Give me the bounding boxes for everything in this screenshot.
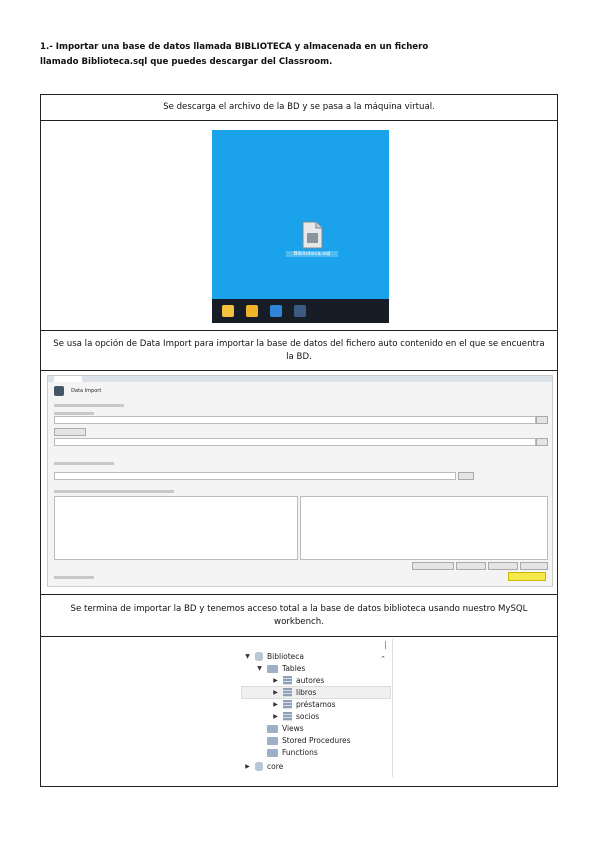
scroll-up-icon[interactable]: ⌃ bbox=[380, 655, 386, 663]
step-3-image-row bbox=[41, 637, 557, 788]
tree-item-stored-procedures[interactable] bbox=[267, 735, 351, 746]
workbench-title-area bbox=[54, 386, 101, 396]
select-tables-button[interactable] bbox=[488, 562, 518, 570]
database-icon bbox=[255, 762, 263, 771]
functions-folder-icon bbox=[267, 749, 278, 757]
tree-item-label: Biblioteca bbox=[267, 652, 305, 661]
steps-table bbox=[40, 94, 558, 787]
section-line bbox=[54, 404, 124, 407]
step-1-image-row bbox=[41, 121, 557, 331]
import-folder-field[interactable] bbox=[54, 416, 536, 424]
collapsed-arrow-icon[interactable]: ▶ bbox=[245, 763, 250, 770]
load-folder-button[interactable] bbox=[54, 428, 86, 436]
import-file-field[interactable] bbox=[54, 438, 536, 446]
select-views-button[interactable] bbox=[456, 562, 486, 570]
new-schema-button[interactable] bbox=[458, 472, 474, 480]
tree-item-libros[interactable] bbox=[242, 687, 390, 698]
tree-item-label: autores bbox=[296, 676, 325, 685]
section-line bbox=[54, 412, 94, 415]
tree-item-tables[interactable] bbox=[256, 663, 305, 674]
app-icon[interactable] bbox=[294, 305, 306, 317]
tree-item-label: Views bbox=[282, 724, 304, 733]
heading-line-1: 1.- Importar una base de datos llamada BIBLIOTECA y almacenada en un fichero bbox=[40, 42, 429, 52]
tree-item-label: Tables bbox=[282, 664, 306, 673]
tree-item-socios[interactable] bbox=[272, 711, 319, 722]
tree-item-autores[interactable] bbox=[272, 675, 324, 686]
section-line bbox=[54, 490, 174, 493]
exercise-heading bbox=[40, 40, 560, 70]
tree-item-views[interactable] bbox=[267, 723, 304, 734]
collapsed-arrow-icon[interactable]: ▶ bbox=[273, 689, 278, 696]
expanded-arrow-icon[interactable]: ▼ bbox=[257, 665, 262, 672]
desktop-file-label[interactable]: Biblioteca.sql bbox=[286, 251, 338, 257]
step-2-caption-row bbox=[41, 331, 557, 371]
objects-list[interactable] bbox=[300, 496, 548, 560]
workbench-logo-icon bbox=[54, 386, 64, 396]
step-3-caption: Se termina de importar la BD y tenemos acceso total a la base de datos biblioteca usando nuestro MySQL workbench. bbox=[70, 603, 528, 627]
tables-folder-icon bbox=[267, 665, 278, 673]
workbench-tabs bbox=[48, 376, 552, 382]
table-icon bbox=[283, 676, 292, 685]
database-icon bbox=[255, 652, 263, 661]
step-1-caption-row bbox=[41, 95, 557, 121]
tree-item-functions[interactable] bbox=[267, 747, 318, 758]
procedures-folder-icon bbox=[267, 737, 278, 745]
collapsed-arrow-icon[interactable]: ▶ bbox=[273, 713, 278, 720]
desktop-screenshot bbox=[212, 130, 389, 323]
tree-item-label: socios bbox=[296, 712, 320, 721]
step-2-image-row bbox=[41, 371, 557, 595]
tree-item-label: préstamos bbox=[296, 700, 336, 709]
store-icon[interactable] bbox=[222, 305, 234, 317]
expanded-arrow-icon[interactable]: ▼ bbox=[245, 653, 250, 660]
collapsed-arrow-icon[interactable]: ▶ bbox=[273, 677, 278, 684]
views-folder-icon bbox=[267, 725, 278, 733]
table-icon bbox=[283, 688, 292, 697]
scrollbar[interactable] bbox=[385, 641, 386, 649]
select-objects-dropdown[interactable] bbox=[412, 562, 454, 570]
tree-item-label: Stored Procedures bbox=[282, 736, 351, 745]
tree-item-label: libros bbox=[296, 688, 317, 697]
tree-item-prestamos[interactable] bbox=[272, 699, 336, 710]
heading-line-2: llamado Biblioteca.sql que puedes descargar del Classroom. bbox=[40, 57, 333, 67]
taskbar bbox=[212, 299, 389, 323]
tree-item-core[interactable] bbox=[244, 761, 283, 772]
schema-list[interactable] bbox=[54, 496, 298, 560]
section-line bbox=[54, 462, 114, 465]
workbench-tab[interactable] bbox=[54, 376, 82, 382]
sql-file-icon[interactable] bbox=[301, 221, 323, 249]
mail-icon[interactable] bbox=[270, 305, 282, 317]
tree-item-label: core bbox=[267, 762, 284, 771]
step-1-caption: Se descarga el archivo de la BD y se pasa a la máquina virtual. bbox=[163, 102, 435, 112]
start-import-button[interactable] bbox=[508, 572, 546, 581]
schema-tree bbox=[206, 639, 393, 777]
browse-folder-button[interactable] bbox=[536, 416, 548, 424]
data-import-screenshot bbox=[47, 375, 553, 587]
browse-file-button[interactable] bbox=[536, 438, 548, 446]
tree-item-biblioteca[interactable] bbox=[244, 651, 304, 662]
table-icon bbox=[283, 700, 292, 709]
workbench-title: Data Import bbox=[71, 388, 102, 394]
table-icon bbox=[283, 712, 292, 721]
step-2-caption: Se usa la opción de Data Import para importar la base de datos del fichero auto contenido en el que se encuentra la BD. bbox=[53, 338, 545, 362]
folder-icon[interactable] bbox=[246, 305, 258, 317]
target-schema-field[interactable] bbox=[54, 472, 456, 480]
collapsed-arrow-icon[interactable]: ▶ bbox=[273, 701, 278, 708]
unselect-all-button[interactable] bbox=[520, 562, 548, 570]
tree-item-label: Functions bbox=[282, 748, 318, 757]
step-3-caption-row bbox=[41, 595, 557, 637]
status-line bbox=[54, 576, 94, 579]
